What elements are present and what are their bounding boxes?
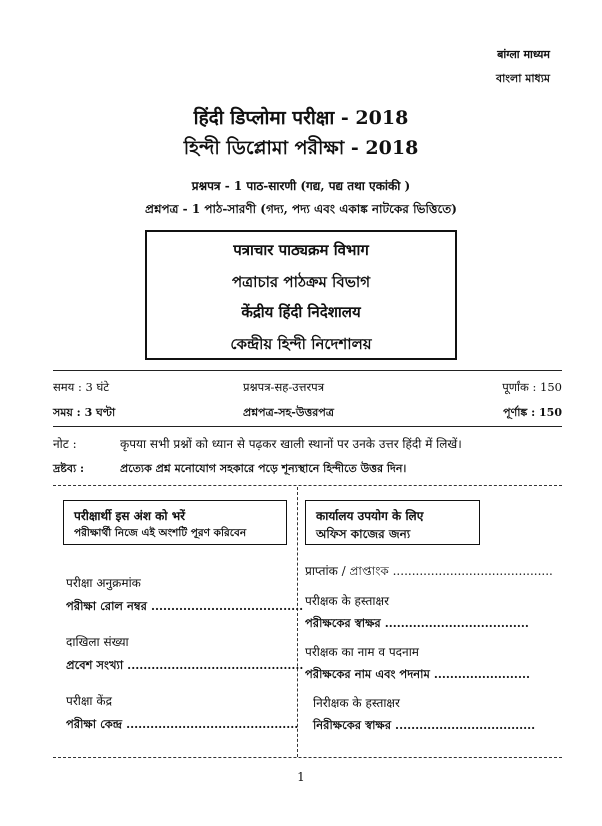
paper-type-label: প্রশ্নপত্র-সহ-উত্তরপত্র (243, 406, 334, 419)
exam-title-bangla: হিন্দী ডিপ্লোমা পরীক্ষা - 2018 (183, 137, 419, 159)
examiner-signature-label: परीक्षक के हस्ताक्षर (305, 594, 389, 608)
candidate-box-title-hindi: परीक्षार्थी इस अंश को भरें (74, 509, 186, 523)
department-line: पत्राचार पाठ्यक्रम विभाग (233, 241, 369, 259)
note-text-bangla: প্রত্যেক প্রশ্ন মনোযোগ সহকারে পড়ে শূন্যস্থানে হিন্দীতে উত্তর দিন। (120, 462, 407, 475)
office-use-box (305, 500, 480, 545)
inspector-signature-field[interactable]: নিরীক্ষকের স্বাক্ষর ................................... (313, 718, 536, 732)
page-number: 1 (297, 770, 305, 784)
inspector-signature-label: निरीक्षक के हस्ताक्षर (313, 696, 400, 710)
examiner-name-field[interactable]: পরীক্ষকের নাম এবং পদনাম ........................ (305, 667, 530, 681)
paper-subtitle-bangla: প্রশ্নপত্র - 1 পাঠ-সারণী (গদ্য, পদ্য এবং একাঙ্ক নাটকের ভিত্তিতে) (145, 202, 457, 216)
exam-title-hindi: हिंदी डिप्लोमा परीक्षा - 2018 (193, 107, 409, 129)
roll-number-label: परीक्षा अनुक्रमांक (66, 576, 141, 590)
exam-centre-label: परीक्षा केंद्र (66, 694, 112, 708)
office-box-title-hindi: कार्यालय उपयोग के लिए (316, 509, 424, 523)
note-text-hindi: कृपया सभी प्रश्नों को ध्यान से पढ़कर खाली स्थानों पर उनके उत्तर हिंदी में लिखें। (120, 437, 462, 451)
candidate-box-title-bangla: পরীক্ষার্থী নিজে এই অংশটি পূরণ করিবেন (74, 527, 247, 539)
exam-centre-field[interactable]: পরীক্ষা কেন্দ্র ........................................... (66, 717, 299, 731)
time-label: समय : 3 घंटे (53, 380, 110, 394)
admission-number-field[interactable]: প্রবেশ সংখ্যা ............................................ (66, 658, 304, 672)
info-row-bangla (53, 404, 562, 420)
medium-hindi: बांग्ला माध्यम (497, 48, 550, 61)
candidate-instruction-box (63, 500, 287, 545)
total-marks-label: পূর্ণাঙ্ক : 150 (503, 406, 562, 419)
note-label-bangla: দ্রষ্টব্য : (53, 462, 85, 475)
department-line: পত্রাচার পাঠক্রম বিভাগ (231, 273, 371, 291)
marks-obtained-field[interactable]: प्राप्तांक / প্রাপ্তাংক .......................................... (305, 564, 553, 578)
roll-number-field[interactable]: পরীক্ষা রোল নম্বর ...................................... (66, 599, 304, 613)
department-line: কেন্দ্রীয় হিন্দী নিদেশালয় (230, 335, 372, 353)
divider (53, 426, 562, 427)
medium-bangla: বাংলা মাধ্যম (495, 72, 550, 85)
examiner-name-label: परीक्षक का नाम व पदनाम (305, 645, 419, 659)
dashed-divider (53, 485, 562, 486)
divider (53, 370, 562, 371)
info-row-hindi (53, 380, 562, 396)
dashed-divider (53, 757, 562, 758)
paper-type-label: प्रश्नपत्र-सह-उत्तरपत्र (243, 380, 325, 394)
examiner-signature-field[interactable]: পরীক্ষকের স্বাক্ষর .................................... (305, 616, 529, 630)
admission-number-label: दाखिला संख्या (66, 635, 129, 649)
time-label: সময় : 3 ঘণ্টা (53, 406, 116, 419)
department-line: केंद्रीय हिंदी निदेशालय (241, 303, 361, 321)
department-box (145, 230, 457, 360)
office-box-title-bangla: অফিস কাজের জন্য (316, 527, 411, 541)
paper-subtitle-hindi: प्रश्नपत्र - 1 पाठ-सारणी (गद्य, पद्य तथा एकांकी ) (191, 179, 411, 193)
total-marks-label: पूर्णांक : 150 (502, 380, 562, 394)
note-label-hindi: नोट : (53, 437, 77, 451)
